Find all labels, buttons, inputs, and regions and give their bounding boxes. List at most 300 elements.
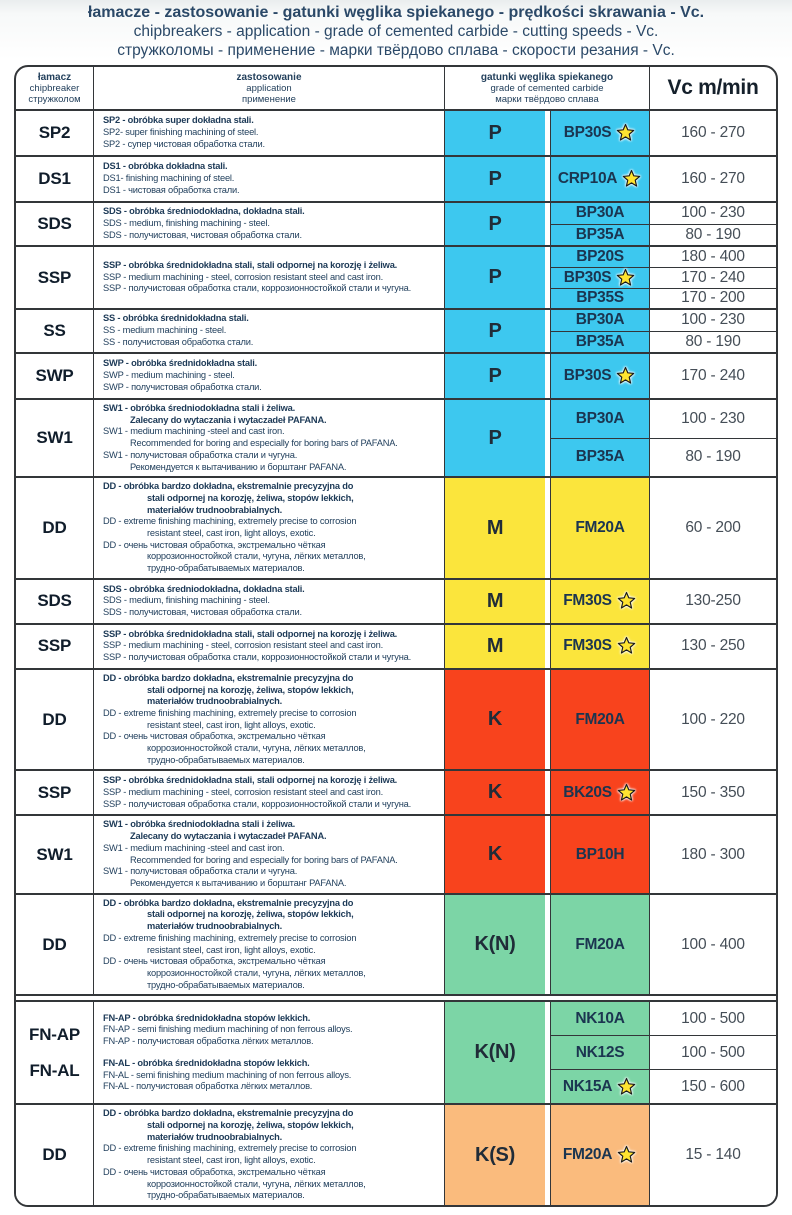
vc-range: 170 - 200: [681, 289, 745, 307]
table-row: [16, 623, 776, 668]
iso-group-cell: [445, 625, 545, 668]
chipbreaker-label: DD: [42, 934, 67, 954]
application-cell: [94, 203, 445, 245]
application-cell: [94, 478, 445, 578]
application-cell: [94, 111, 445, 155]
application-line: materiałów trudnoobrabialnych.: [147, 504, 283, 515]
application-line: FN-AL - obróbka średnidokładna stopów lekkich.: [103, 1057, 310, 1068]
application-line: трудно-обрабатываемых материалов.: [147, 1190, 305, 1201]
vc-range-cell: [650, 439, 776, 477]
application-line: SWP - получистовая обработка стали.: [103, 381, 262, 392]
application-line: DD - extreme finishing machining, extremely precise to corrosion: [103, 707, 357, 718]
grade-name: BK20S: [563, 783, 612, 801]
vc-range: 60 - 200: [685, 519, 741, 537]
vc-range: 170 - 240: [681, 268, 745, 286]
header-label: gatunki węglika spiekanego: [480, 71, 614, 83]
vc-header-label: Vc m/min: [667, 76, 759, 99]
grade-name: NK10A: [575, 1009, 625, 1027]
chipbreaker-label: DS1: [38, 169, 71, 188]
grade-cell: [551, 771, 650, 814]
iso-group-letter: P: [488, 266, 502, 288]
grade-rows: [551, 580, 776, 623]
iso-group-cell: [445, 400, 545, 476]
title-english: chipbreakers - application - grade of cemented carbide - cutting speeds - Vc.: [133, 23, 659, 40]
iso-group-letter: P: [488, 426, 502, 449]
vc-range: 100 - 220: [681, 710, 745, 728]
iso-group-cell: [445, 157, 545, 201]
application-line: коррозионностойкой стали, чугуна, лёгких металлов,: [147, 551, 366, 562]
application-line: SDS - obróbka średniodokładna, dokładna stali.: [103, 206, 305, 217]
star-icon: [616, 591, 637, 611]
application-line: DD - obróbka bardzo dokładna, ekstremalnie precyzyjna do: [103, 672, 354, 683]
grade-cell: [551, 400, 650, 438]
application-line: коррозионностойкой стали, чугуна, лёгких металлов,: [147, 743, 366, 754]
application-cell: [94, 354, 445, 398]
application-line: DD - очень чистовая обработка, экстремально чёткая: [103, 956, 326, 967]
grade-name: BP30A: [575, 204, 625, 222]
grade-cell: [551, 1002, 650, 1035]
application-line: SDS - medium, finishing machining - steel.: [103, 218, 270, 229]
chipbreaker-label: SW1: [36, 844, 73, 864]
grade-cell: [551, 157, 650, 201]
application-line: SDS - obróbka średniodokładna, dokładna stali.: [103, 583, 305, 594]
grade-rows: [551, 478, 776, 578]
application-line: DS1 - obróbka dokładna stali.: [103, 161, 228, 172]
vc-range: 80 - 190: [685, 448, 741, 466]
iso-group-cell: [445, 895, 545, 995]
iso-group-cell: [445, 354, 545, 398]
iso-group-letter: K: [487, 708, 503, 731]
table-row: [16, 155, 776, 201]
grade-row: [551, 267, 776, 288]
header-label: application: [246, 82, 292, 94]
vc-range: 100 - 400: [681, 935, 745, 953]
header-label: chipbreaker: [29, 82, 80, 94]
vc-range-cell: [650, 478, 776, 578]
grade-name: BP30S: [563, 124, 612, 141]
grade-cell: [551, 310, 650, 331]
iso-group-cell: [445, 203, 545, 245]
chipbreaker-label: SDS: [37, 214, 72, 233]
chipbreaker-cell: [16, 895, 94, 995]
header-label: марки твёрдово сплава: [495, 93, 599, 105]
grade-rows: [551, 1002, 776, 1103]
application-line: SP2- super finishing machining of steel.: [103, 127, 259, 138]
grade-row: [551, 224, 776, 246]
grade-cell: [551, 895, 650, 995]
application-line: трудно-обрабатываемых материалов.: [147, 563, 305, 574]
grade-cell: [551, 268, 650, 288]
grade-rows: [551, 203, 776, 245]
grade-name: NK12S: [575, 1043, 625, 1061]
grade-cell: [551, 203, 650, 224]
application-cell: [94, 400, 445, 476]
application-line: SS - получистовая обработка стали.: [103, 336, 254, 347]
application-line: SSP - получистовая обработка стали, коррозионностойкой стали и чугуна.: [103, 652, 412, 663]
application-line: DS1- finishing machining of steel.: [103, 173, 235, 184]
star-icon: [616, 636, 637, 656]
vc-range-cell: [650, 400, 776, 438]
chipbreaker-cell: [16, 670, 94, 770]
grade-name: FM20A: [575, 935, 625, 953]
application-line: SW1 - получистовая обработка стали и чугуна.: [103, 866, 298, 877]
grade-cell: [551, 1036, 650, 1069]
application-line: Zalecany do wytaczania i wytaczadeł PAFANA.: [130, 831, 327, 842]
vc-range: 150 - 350: [681, 783, 745, 801]
grade-name: BP20S: [576, 247, 624, 265]
grade-cell: [551, 580, 650, 623]
application-line: FN-AP - semi finishing medium machining of non ferrous alloys.: [103, 1024, 353, 1035]
header-vc-column: [650, 67, 776, 109]
application-line: SW1 - medium machining -steel and cast iron.: [103, 842, 285, 853]
vc-range-cell: [650, 247, 776, 267]
grade-row: [551, 310, 776, 331]
application-line: FN-AL - semi finishing medium machining of non ferrous alloys.: [103, 1069, 352, 1080]
iso-group-letter: P: [488, 212, 502, 235]
grade-name: BP35A: [575, 225, 625, 243]
table-row: [16, 578, 776, 623]
grade-rows: [551, 354, 776, 398]
grade-cell: [551, 478, 650, 578]
application-cell: [94, 670, 445, 770]
vc-range: 150 - 600: [681, 1077, 745, 1095]
vc-range-cell: [650, 332, 776, 353]
grade-row: [551, 1035, 776, 1069]
vc-range-cell: [650, 816, 776, 892]
application-line: SS - medium machining - steel.: [103, 325, 227, 336]
header-grade-column: [445, 67, 650, 109]
table-row: [16, 398, 776, 476]
grade-row: [551, 400, 776, 438]
title-russian: стружколомы - применение - марки твёрдово сплава - скорости резания - Vc.: [117, 42, 675, 59]
vc-range: 130 - 250: [681, 637, 745, 655]
chipbreaker-label: DD: [42, 1145, 67, 1165]
application-line: materiałów trudnoobrabialnych.: [147, 921, 283, 932]
application-line: SDS - medium, finishing machining - steel.: [103, 595, 270, 606]
table-row: [16, 1000, 776, 1103]
chipbreaker-cell: [16, 771, 94, 814]
iso-group-letter: P: [488, 167, 502, 190]
table-row: [16, 352, 776, 398]
grade-cell: [551, 1070, 650, 1103]
iso-group-cell: [445, 771, 545, 814]
iso-group-cell: [445, 670, 545, 770]
grade-name: BP35A: [575, 448, 625, 466]
application-line: materiałów trudnoobrabialnych.: [147, 1131, 283, 1142]
grade-row: [551, 331, 776, 353]
grade-name: BP30S: [563, 268, 612, 286]
chipbreaker-label: SSP: [37, 782, 72, 802]
grade-cell: [551, 1105, 650, 1205]
table-header-row: [16, 67, 776, 109]
grade-rows: [551, 111, 776, 155]
application-line: resistant steel, cast iron, light alloys, exotic.: [147, 528, 316, 539]
header-label: grade of cemented carbide: [490, 82, 604, 94]
application-line: SSP - medium machining - steel, corrosion resistant steel and cast iron.: [103, 787, 383, 798]
vc-range-cell: [650, 157, 776, 201]
grade-rows: [551, 771, 776, 814]
application-line: SW1 - obróbka średniodokładna stali i żeliwa.: [103, 403, 295, 413]
chipbreaker-label: FN-AL: [29, 1061, 80, 1081]
table-row: [16, 476, 776, 578]
vc-range-cell: [650, 625, 776, 668]
application-line: DD - obróbka bardzo dokładna, ekstremalnie precyzyjna do: [103, 897, 354, 908]
grade-name: FM20A: [575, 710, 625, 728]
application-line: resistant steel, cast iron, light alloys, exotic.: [147, 1155, 316, 1166]
iso-group-cell: [445, 478, 545, 578]
application-line: SSP - получистовая обработка стали, коррозионностойкой стали и чугуна.: [103, 798, 412, 809]
grade-row: [551, 1002, 776, 1035]
application-line: DD - obróbka bardzo dokładna, ekstremalnie precyzyjna do: [103, 1108, 354, 1119]
vc-range-cell: [650, 354, 776, 398]
iso-group-letter: K: [487, 843, 503, 866]
application-line: SW1 - medium machining -steel and cast iron.: [103, 426, 285, 437]
grade-cell: [551, 670, 650, 770]
grade-rows: [551, 310, 776, 352]
header-label: применение: [242, 93, 296, 105]
grade-row: [551, 816, 776, 892]
iso-group-cell: [445, 1105, 545, 1205]
chipbreaker-cell: [16, 400, 94, 476]
iso-group-cell: [445, 580, 545, 623]
header-chipbreaker-column: [16, 67, 94, 109]
chipbreaker-cell: [16, 354, 94, 398]
iso-group-letter: P: [488, 319, 502, 342]
table-row: [16, 1103, 776, 1205]
star-icon: [616, 783, 637, 803]
application-line: stali odpornej na korozję, żeliwa, stopów lekkich,: [147, 492, 354, 503]
page-title: [0, 0, 792, 60]
grade-row: [551, 670, 776, 770]
chipbreaker-label: DD: [42, 709, 67, 729]
vc-range: 80 - 190: [685, 332, 741, 350]
vc-range: 170 - 240: [681, 367, 745, 384]
title-polish: łamacze - zastosowanie - gatunki węglika spiekanego - prędkości skrawania - Vc.: [87, 4, 705, 21]
vc-range: 100 - 230: [681, 409, 745, 427]
vc-range-cell: [650, 1105, 776, 1205]
vc-range: 100 - 500: [681, 1043, 745, 1061]
iso-group-letter: M: [486, 589, 504, 612]
grade-cell: [551, 816, 650, 892]
header-label: стружколом: [28, 93, 81, 105]
grade-row: [551, 438, 776, 477]
application-line: коррозионностойкой стали, чугуна, лёгких металлов,: [147, 967, 366, 978]
application-line: Recommended for boring and especially for boring bars of PAFANA.: [130, 854, 398, 865]
iso-group-cell: [445, 310, 545, 352]
table-row: [16, 668, 776, 770]
star-icon: [616, 1077, 637, 1097]
star-icon: [615, 366, 636, 386]
grade-cell: [551, 247, 650, 267]
grade-name: BP30A: [575, 409, 625, 427]
application-line: трудно-обрабатываемых материалов.: [147, 979, 305, 990]
chipbreaker-cell: [16, 1105, 94, 1205]
application-cell: [94, 157, 445, 201]
application-line: stali odpornej na korozję, żeliwa, stopów lekkich,: [147, 1120, 354, 1131]
grade-cell: [551, 332, 650, 353]
grade-rows: [551, 247, 776, 308]
chipbreaker-cell: [16, 816, 94, 892]
grade-cell: [551, 225, 650, 246]
grade-name: FM30S: [563, 592, 612, 610]
application-cell: [94, 580, 445, 623]
vc-range-cell: [650, 310, 776, 331]
vc-range-cell: [650, 225, 776, 246]
grade-row: [551, 354, 776, 398]
table-row: [16, 109, 776, 155]
chipbreaker-label: DD: [42, 518, 67, 538]
application-line: DD - extreme finishing machining, extremely precise to corrosion: [103, 1143, 357, 1154]
grade-rows: [551, 895, 776, 995]
application-line: DD - очень чистовая обработка, экстремально чёткая: [103, 539, 326, 550]
chipbreaker-label: SW1: [36, 428, 73, 448]
grade-rows: [551, 400, 776, 476]
application-cell: [94, 895, 445, 995]
iso-group-letter: M: [486, 634, 504, 657]
vc-range-cell: [650, 111, 776, 155]
grade-name: BP10H: [575, 845, 625, 863]
chipbreaker-label: FN-AP: [29, 1024, 80, 1044]
star-icon: [615, 268, 636, 288]
vc-range-cell: [650, 670, 776, 770]
iso-group-cell: [445, 1002, 545, 1103]
iso-group-letter: K: [487, 781, 503, 804]
table-row: [16, 308, 776, 352]
application-cell: [94, 1002, 445, 1103]
grade-rows: [551, 670, 776, 770]
application-line: FN-AP - obróbka średnidokładna stopów lekkich.: [103, 1012, 311, 1023]
vc-range: 100 - 230: [681, 311, 745, 329]
vc-range: 160 - 270: [681, 170, 745, 187]
vc-range: 100 - 230: [681, 204, 745, 222]
application-cell: [94, 625, 445, 668]
star-icon: [615, 123, 636, 143]
application-line: SSP - obróbka średnidokładna stali, stali odpornej na korozję i żeliwa.: [103, 628, 398, 639]
vc-range-cell: [650, 895, 776, 995]
application-line: SP2 - супер чистовая обработка стали.: [103, 138, 265, 149]
application-line: SSP - obróbka średnidokładna stali, stali odpornej na korozję i żeliwa.: [103, 259, 398, 270]
vc-range: 180 - 300: [681, 845, 745, 863]
application-line: Рекомендуется к вытачиванию и борштанг PAFANA.: [130, 461, 347, 472]
application-line: DD - extreme finishing machining, extremely precise to corrosion: [103, 516, 357, 527]
table-row: [16, 769, 776, 814]
iso-group-cell: [445, 816, 545, 892]
application-line: Zalecany do wytaczania i wytaczadeł PAFANA.: [130, 414, 327, 425]
iso-group-letter: M: [486, 516, 504, 539]
application-line: Recommended for boring and especially for boring bars of PAFANA.: [130, 438, 398, 449]
chipbreaker-cell: [16, 580, 94, 623]
application-cell: [94, 310, 445, 352]
grade-cell: [551, 439, 650, 477]
star-icon: [616, 1145, 637, 1165]
chipbreaker-cell: [16, 157, 94, 201]
chipbreaker-label: SSP: [37, 636, 72, 656]
grade-name: FM30S: [563, 637, 612, 655]
grade-row: [551, 1069, 776, 1103]
chipbreaker-label: SDS: [37, 591, 72, 611]
iso-group-letter: P: [488, 121, 502, 144]
vc-range: 160 - 270: [681, 124, 745, 141]
application-line: stali odpornej na korozję, żeliwa, stopów lekkich,: [147, 684, 354, 695]
chipbreaker-cell: [16, 111, 94, 155]
application-line: SWP - obróbka średnidokładna stali.: [103, 358, 258, 369]
grade-rows: [551, 1105, 776, 1205]
chipbreaker-label: SP2: [38, 123, 71, 142]
chipbreaker-label: SS: [43, 321, 66, 340]
vc-range-cell: [650, 771, 776, 814]
grade-row: [551, 895, 776, 995]
grade-row: [551, 1105, 776, 1205]
grade-cell: [551, 111, 650, 155]
vc-range-cell: [650, 289, 776, 309]
vc-range-cell: [650, 1002, 776, 1035]
application-line: SS - obróbka średnidokładna stali.: [103, 313, 249, 324]
table-body: [16, 109, 776, 1205]
grade-row: [551, 478, 776, 578]
header-label: łamacz: [37, 71, 72, 83]
grade-name: CRP10A: [557, 170, 618, 187]
grade-row: [551, 247, 776, 267]
star-icon: [621, 169, 642, 189]
grade-rows: [551, 816, 776, 892]
application-line: SSP - medium machining - steel, corrosion resistant steel and cast iron.: [103, 640, 383, 651]
grade-row: [551, 625, 776, 668]
vc-range-cell: [650, 580, 776, 623]
application-line: трудно-обрабатываемых материалов.: [147, 754, 305, 765]
application-line: DS1 - чистовая обработка стали.: [103, 184, 240, 195]
chipbreaker-cell: [16, 203, 94, 245]
grade-name: BP30A: [575, 311, 625, 329]
chipbreaker-label: SWP: [35, 366, 74, 385]
application-line: materiałów trudnoobrabialnych.: [147, 696, 283, 707]
grade-cell: [551, 289, 650, 309]
grade-row: [551, 771, 776, 814]
application-line: SSP - получистовая обработка стали, коррозионностойкой стали и чугуна.: [103, 283, 412, 294]
iso-group-letter: K(N): [474, 1041, 516, 1064]
application-line: DD - очень чистовая обработка, экстремально чёткая: [103, 1166, 326, 1177]
vc-range-cell: [650, 1036, 776, 1069]
application-line: SW1 - получистовая обработка стали и чугуна.: [103, 449, 298, 460]
application-line: SWP - medium machining - steel.: [103, 370, 235, 381]
application-line: SSP - medium machining - steel, corrosion resistant steel and cast iron.: [103, 271, 383, 282]
grade-row: [551, 580, 776, 623]
vc-range-cell: [650, 203, 776, 224]
application-line: SDS - получистовая, чистовая обработка стали.: [103, 607, 302, 618]
grade-rows: [551, 625, 776, 668]
grade-name: BP35S: [576, 289, 624, 307]
chipbreaker-cell: [16, 1002, 94, 1103]
vc-range-cell: [650, 268, 776, 288]
chipbreaker-label: SSP: [37, 267, 72, 287]
vc-range: 100 - 500: [681, 1009, 745, 1027]
grade-name: FM20A: [575, 519, 625, 537]
vc-range-cell: [650, 1070, 776, 1103]
iso-group-letter: K(N): [474, 933, 516, 955]
application-line: SW1 - obróbka średniodokładna stali i żeliwa.: [103, 819, 295, 830]
iso-group-letter: K(S): [475, 1143, 515, 1166]
application-line: FN-AL - получистовая обработка лёгких металлов.: [103, 1081, 313, 1092]
iso-group-cell: [445, 247, 545, 308]
application-line: DD - очень чистовая обработка, экстремально чёткая: [103, 731, 326, 742]
application-cell: [94, 247, 445, 308]
application-line: DD - extreme finishing machining, extremely precise to corrosion: [103, 932, 357, 943]
table-row: [16, 201, 776, 245]
grade-row: [551, 288, 776, 309]
application-line: SSP - obróbka średnidokładna stali, stali odpornej na korozję i żeliwa.: [103, 775, 398, 786]
table-row: [16, 245, 776, 308]
chipbreaker-table: [14, 65, 778, 1207]
iso-group-cell: [445, 111, 545, 155]
